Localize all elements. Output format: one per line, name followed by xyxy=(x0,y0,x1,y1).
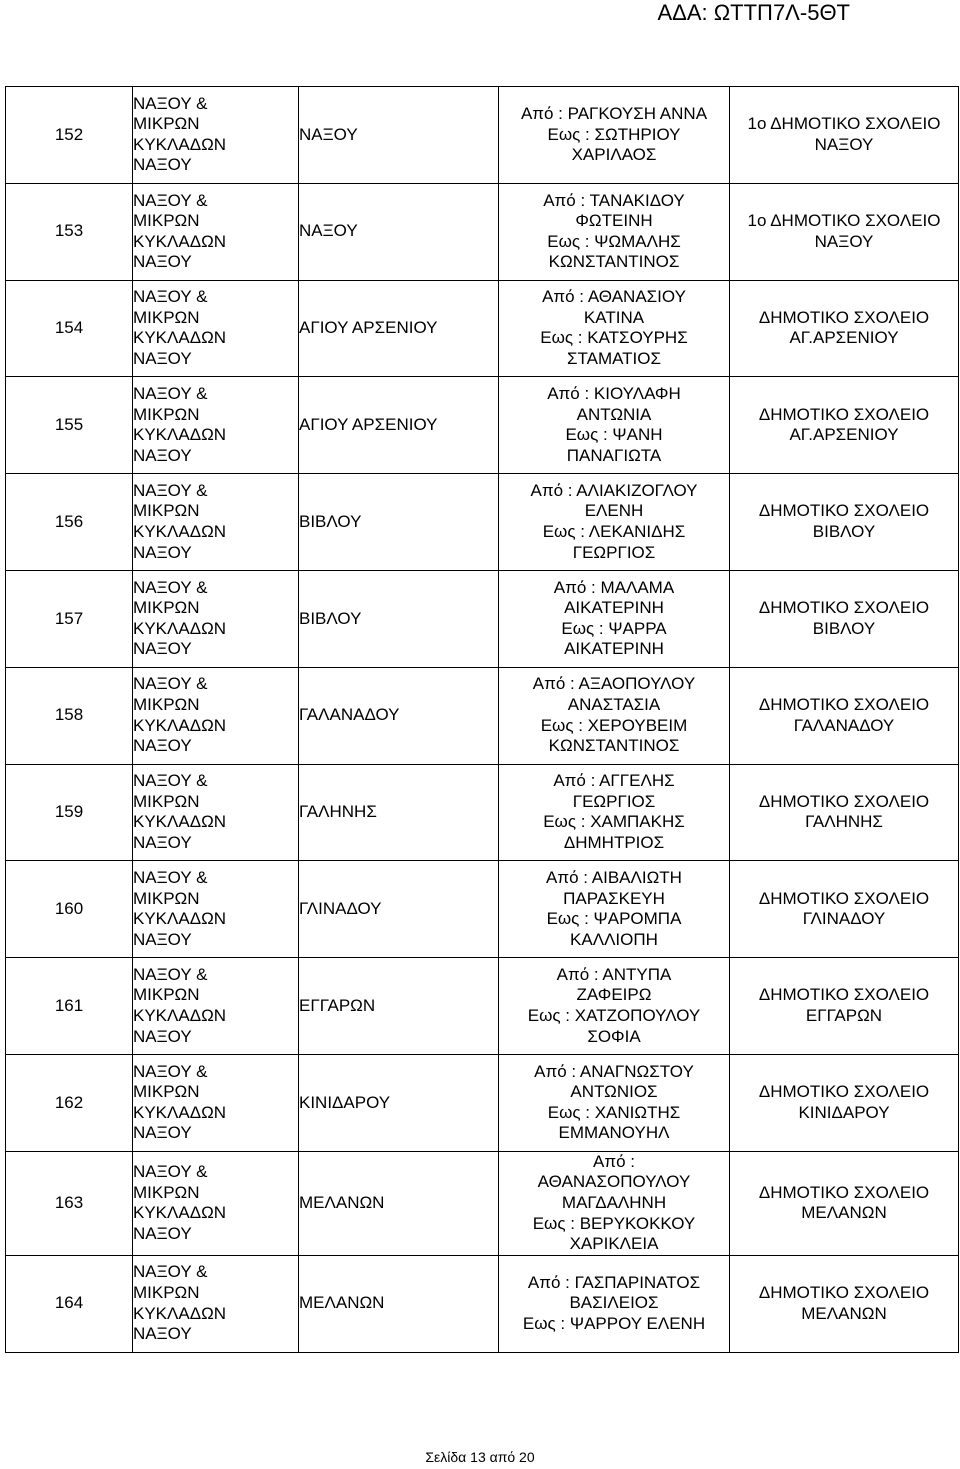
swap-line: Εως : ΨΑΡΟΜΠΑ xyxy=(546,909,682,929)
table-row xyxy=(6,861,959,958)
region-line: ΝΑΞΟΥ xyxy=(133,155,192,175)
place-cell: ΒΙΒΛΟΥ xyxy=(299,474,499,571)
region-cell xyxy=(133,377,299,474)
school-cell xyxy=(730,1151,959,1255)
row-number: 164 xyxy=(6,1255,133,1352)
region-line: ΝΑΞΟΥ xyxy=(133,639,192,659)
swap-line: ΒΑΣΙΛΕΙΟΣ xyxy=(569,1293,659,1313)
school-line: ΒΙΒΛΟΥ xyxy=(812,618,876,638)
table-row xyxy=(6,1054,959,1151)
region-cell xyxy=(133,667,299,764)
swap-cell xyxy=(499,764,730,861)
school-line: ΝΑΞΟΥ xyxy=(814,134,874,154)
school-line: ΝΑΞΟΥ xyxy=(814,231,874,251)
place-cell: ΑΓΙΟΥ ΑΡΣΕΝΙΟΥ xyxy=(299,280,499,377)
swap-line: ΜΑΓΔΑΛΗΝΗ xyxy=(561,1192,667,1212)
region-cell xyxy=(133,87,299,184)
swap-line: ΧΑΡΙΛΑΟΣ xyxy=(571,145,657,165)
region-line: ΜΙΚΡΩΝ xyxy=(133,1283,200,1303)
swap-line: ΖΑΦΕΙΡΩ xyxy=(576,985,652,1005)
school-line: ΔΗΜΟΤΙΚΟ ΣΧΟΛΕΙΟ xyxy=(758,598,930,618)
region-line: ΚΥΚΛΑΔΩΝ xyxy=(133,134,227,154)
row-number: 160 xyxy=(6,861,133,958)
region-line: ΝΑΞΟΥ xyxy=(133,1026,192,1046)
swap-line: Εως : ΣΩΤΗΡΙΟΥ xyxy=(547,124,681,144)
swap-line: ΑΙΚΑΤΕΡΙΝΗ xyxy=(564,598,664,618)
swap-line: Εως : ΛΕΚΑΝΙΔΗΣ xyxy=(542,522,686,542)
region-line: ΝΑΞΟΥ & xyxy=(133,771,208,791)
school-line: ΔΗΜΟΤΙΚΟ ΣΧΟΛΕΙΟ xyxy=(758,1182,930,1202)
swap-line: ΣΤΑΜΑΤΙΟΣ xyxy=(566,349,662,369)
school-line: ΕΓΓΑΡΩΝ xyxy=(805,1006,883,1026)
school-line: ΚΙΝΙΔΑΡΟΥ xyxy=(798,1102,890,1122)
row-number: 161 xyxy=(6,958,133,1055)
school-cell xyxy=(730,958,959,1055)
region-line: ΝΑΞΟΥ & xyxy=(133,1162,208,1182)
region-line: ΜΙΚΡΩΝ xyxy=(133,598,200,618)
swap-line: Από : ΓΑΣΠΑΡΙΝΑΤΟΣ xyxy=(527,1272,701,1292)
swap-cell xyxy=(499,1054,730,1151)
region-line: ΜΙΚΡΩΝ xyxy=(133,1182,200,1202)
swap-line: Από : ΑΓΓΕΛΗΣ xyxy=(553,771,675,791)
region-line: ΝΑΞΟΥ xyxy=(133,349,192,369)
swap-cell xyxy=(499,667,730,764)
row-number: 158 xyxy=(6,667,133,764)
swap-cell xyxy=(499,958,730,1055)
region-line: ΝΑΞΟΥ xyxy=(133,542,192,562)
school-line: ΜΕΛΑΝΩΝ xyxy=(801,1303,887,1323)
region-line: ΚΥΚΛΑΔΩΝ xyxy=(133,1006,227,1026)
school-line: ΑΓ.ΑΡΣΕΝΙΟΥ xyxy=(789,328,899,348)
region-cell xyxy=(133,958,299,1055)
swap-line: Εως : ΨΑΡΡΑ xyxy=(561,618,667,638)
swap-line: ΚΩΝΣΤΑΝΤΙΝΟΣ xyxy=(548,736,680,756)
region-line: ΝΑΞΟΥ & xyxy=(133,93,208,113)
table-row xyxy=(6,570,959,667)
region-cell xyxy=(133,183,299,280)
swap-line: Από : ΚΙΟΥΛΑΦΗ xyxy=(547,384,681,404)
swap-line: Εως : ΚΑΤΣΟΥΡΗΣ xyxy=(540,328,688,348)
region-line: ΜΙΚΡΩΝ xyxy=(133,114,200,134)
page-number: Σελίδα 13 από 20 xyxy=(425,1449,535,1465)
swap-line: Εως : ΧΑΤΖΟΠΟΥΛΟΥ xyxy=(527,1006,701,1026)
row-number: 163 xyxy=(6,1151,133,1255)
region-line: ΜΙΚΡΩΝ xyxy=(133,985,200,1005)
table-row xyxy=(6,958,959,1055)
transfer-table xyxy=(5,86,959,1353)
swap-line: Εως : ΨΑΝΗ xyxy=(565,425,663,445)
school-cell xyxy=(730,1255,959,1352)
swap-line: Από : ΑΛΙΑΚΙΖΟΓΛΟΥ xyxy=(530,480,698,500)
swap-line: ΓΕΩΡΓΙΟΣ xyxy=(572,791,656,811)
swap-line: ΓΕΩΡΓΙΟΣ xyxy=(572,542,656,562)
place-cell: ΓΛΙΝΑΔΟΥ xyxy=(299,861,499,958)
swap-line: ΣΟΦΙΑ xyxy=(587,1026,641,1046)
school-line: ΓΑΛΑΝΑΔΟΥ xyxy=(793,715,895,735)
swap-line: ΚΑΛΛΙΟΠΗ xyxy=(570,929,658,949)
swap-line: Από : ΑΙΒΑΛΙΩΤΗ xyxy=(546,868,682,888)
swap-cell xyxy=(499,570,730,667)
region-line: ΝΑΞΟΥ xyxy=(133,1324,192,1344)
table-row xyxy=(6,474,959,571)
school-cell xyxy=(730,377,959,474)
region-line: ΜΙΚΡΩΝ xyxy=(133,307,200,327)
swap-line: Από : ΜΑΛΑΜΑ xyxy=(553,577,675,597)
region-line: ΝΑΞΟΥ & xyxy=(133,964,208,984)
place-cell: ΒΙΒΛΟΥ xyxy=(299,570,499,667)
swap-line: ΑΝΤΩΝΙΑ xyxy=(576,404,652,424)
school-line: ΔΗΜΟΤΙΚΟ ΣΧΟΛΕΙΟ xyxy=(758,1283,930,1303)
swap-cell xyxy=(499,474,730,571)
school-cell xyxy=(730,87,959,184)
table-row xyxy=(6,1151,959,1255)
school-line: ΓΛΙΝΑΔΟΥ xyxy=(802,909,886,929)
school-line: ΑΓ.ΑΡΣΕΝΙΟΥ xyxy=(789,425,899,445)
region-cell xyxy=(133,1255,299,1352)
swap-line: ΠΑΡΑΣΚΕΥΗ xyxy=(563,888,665,908)
swap-line: Από : ΑΘΑΝΑΣΙΟΥ xyxy=(542,287,686,307)
table-row xyxy=(6,280,959,377)
school-line: 1ο ΔΗΜΟΤΙΚΟ ΣΧΟΛΕΙΟ xyxy=(747,114,941,134)
region-cell xyxy=(133,474,299,571)
table-row xyxy=(6,377,959,474)
swap-line: ΠΑΝΑΓΙΩΤΑ xyxy=(566,445,662,465)
row-number: 156 xyxy=(6,474,133,571)
swap-line: Εως : ΧΑΜΠΑΚΗΣ xyxy=(543,812,685,832)
region-line: ΚΥΚΛΑΔΩΝ xyxy=(133,909,227,929)
region-cell xyxy=(133,764,299,861)
region-line: ΚΥΚΛΑΔΩΝ xyxy=(133,1303,227,1323)
region-line: ΜΙΚΡΩΝ xyxy=(133,695,200,715)
school-cell xyxy=(730,474,959,571)
row-number: 157 xyxy=(6,570,133,667)
school-line: ΔΗΜΟΤΙΚΟ ΣΧΟΛΕΙΟ xyxy=(758,695,930,715)
region-cell xyxy=(133,861,299,958)
place-cell: ΓΑΛΗΝΗΣ xyxy=(299,764,499,861)
school-line: ΔΗΜΟΤΙΚΟ ΣΧΟΛΕΙΟ xyxy=(758,791,930,811)
region-line: ΝΑΞΟΥ & xyxy=(133,480,208,500)
region-line: ΝΑΞΟΥ & xyxy=(133,1262,208,1282)
region-line: ΝΑΞΟΥ xyxy=(133,252,192,272)
swap-line: ΑΝΑΣΤΑΣΙΑ xyxy=(567,695,661,715)
swap-line: Από : xyxy=(593,1151,635,1171)
region-line: ΚΥΚΛΑΔΩΝ xyxy=(133,715,227,735)
place-cell: ΜΕΛΑΝΩΝ xyxy=(299,1151,499,1255)
region-line: ΝΑΞΟΥ & xyxy=(133,287,208,307)
region-line: ΝΑΞΟΥ xyxy=(133,833,192,853)
swap-line: ΚΩΝΣΤΑΝΤΙΝΟΣ xyxy=(548,252,680,272)
school-cell xyxy=(730,280,959,377)
row-number: 155 xyxy=(6,377,133,474)
region-line: ΚΥΚΛΑΔΩΝ xyxy=(133,1203,227,1223)
school-cell xyxy=(730,764,959,861)
table-row xyxy=(6,667,959,764)
swap-cell xyxy=(499,1255,730,1352)
swap-cell xyxy=(499,377,730,474)
region-line: ΝΑΞΟΥ & xyxy=(133,1061,208,1081)
swap-line: Από : ΤΑΝΑΚΙΔΟΥ xyxy=(543,190,685,210)
region-line: ΜΙΚΡΩΝ xyxy=(133,211,200,231)
row-number: 162 xyxy=(6,1054,133,1151)
swap-cell xyxy=(499,280,730,377)
swap-line: Εως : ΒΕΡΥΚΟΚΚΟΥ xyxy=(532,1213,696,1233)
region-line: ΝΑΞΟΥ & xyxy=(133,384,208,404)
region-line: ΝΑΞΟΥ xyxy=(133,1223,192,1243)
school-cell xyxy=(730,861,959,958)
swap-line: Εως : ΧΑΝΙΩΤΗΣ xyxy=(547,1102,681,1122)
place-cell: ΑΓΙΟΥ ΑΡΣΕΝΙΟΥ xyxy=(299,377,499,474)
school-line: ΔΗΜΟΤΙΚΟ ΣΧΟΛΕΙΟ xyxy=(758,501,930,521)
swap-cell xyxy=(499,183,730,280)
place-cell: ΓΑΛΑΝΑΔΟΥ xyxy=(299,667,499,764)
region-line: ΜΙΚΡΩΝ xyxy=(133,791,200,811)
school-line: 1ο ΔΗΜΟΤΙΚΟ ΣΧΟΛΕΙΟ xyxy=(747,211,941,231)
region-line: ΚΥΚΛΑΔΩΝ xyxy=(133,1102,227,1122)
region-line: ΚΥΚΛΑΔΩΝ xyxy=(133,812,227,832)
region-line: ΝΑΞΟΥ xyxy=(133,929,192,949)
swap-line: ΚΑΤΙΝΑ xyxy=(583,307,645,327)
swap-line: ΧΑΡΙΚΛΕΙΑ xyxy=(569,1234,659,1254)
row-number: 153 xyxy=(6,183,133,280)
region-line: ΝΑΞΟΥ & xyxy=(133,868,208,888)
region-line: ΚΥΚΛΑΔΩΝ xyxy=(133,522,227,542)
region-line: ΝΑΞΟΥ xyxy=(133,1123,192,1143)
swap-line: ΔΗΜΗΤΡΙΟΣ xyxy=(563,833,665,853)
region-line: ΚΥΚΛΑΔΩΝ xyxy=(133,618,227,638)
region-line: ΝΑΞΟΥ & xyxy=(133,190,208,210)
school-cell xyxy=(730,1054,959,1151)
swap-line: Εως : ΨΩΜΑΛΗΣ xyxy=(547,231,681,251)
school-cell xyxy=(730,570,959,667)
swap-line: Εως : ΧΕΡΟΥΒΕΙΜ xyxy=(540,715,688,735)
swap-line: Από : ΡΑΓΚΟΥΣΗ ΑΝΝΑ xyxy=(520,104,708,123)
region-cell xyxy=(133,1054,299,1151)
place-cell: ΚΙΝΙΔΑΡΟΥ xyxy=(299,1054,499,1151)
ada-code: ΑΔΑ: ΩΤΤΠ7Λ-5ΘΤ xyxy=(657,0,850,25)
swap-line: ΦΩΤΕΙΝΗ xyxy=(575,211,653,231)
region-line: ΝΑΞΟΥ xyxy=(133,736,192,756)
school-cell xyxy=(730,667,959,764)
place-cell: ΝΑΞΟΥ xyxy=(299,87,499,184)
school-line: ΔΗΜΟΤΙΚΟ ΣΧΟΛΕΙΟ xyxy=(758,307,930,327)
region-line: ΜΙΚΡΩΝ xyxy=(133,888,200,908)
table-row xyxy=(6,764,959,861)
place-cell: ΕΓΓΑΡΩΝ xyxy=(299,958,499,1055)
swap-line: Από : ΑΞΑΟΠΟΥΛΟΥ xyxy=(532,674,696,694)
region-line: ΝΑΞΟΥ & xyxy=(133,674,208,694)
swap-cell xyxy=(499,1151,730,1255)
swap-line: Από : ΑΝΑΓΝΩΣΤΟΥ xyxy=(534,1061,694,1081)
swap-line: ΑΘΑΝΑΣΟΠΟΥΛΟΥ xyxy=(537,1172,691,1192)
region-line: ΚΥΚΛΑΔΩΝ xyxy=(133,231,227,251)
row-number: 159 xyxy=(6,764,133,861)
school-line: ΔΗΜΟΤΙΚΟ ΣΧΟΛΕΙΟ xyxy=(758,985,930,1005)
swap-line: ΑΙΚΑΤΕΡΙΝΗ xyxy=(564,639,664,659)
table-row xyxy=(6,87,959,184)
region-line: ΚΥΚΛΑΔΩΝ xyxy=(133,425,227,445)
place-cell: ΜΕΛΑΝΩΝ xyxy=(299,1255,499,1352)
school-line: ΒΙΒΛΟΥ xyxy=(812,522,876,542)
region-line: ΜΙΚΡΩΝ xyxy=(133,1082,200,1102)
table-row xyxy=(6,1255,959,1352)
school-line: ΔΗΜΟΤΙΚΟ ΣΧΟΛΕΙΟ xyxy=(758,1082,930,1102)
region-cell xyxy=(133,1151,299,1255)
swap-cell xyxy=(499,861,730,958)
region-line: ΜΙΚΡΩΝ xyxy=(133,501,200,521)
school-line: ΔΗΜΟΤΙΚΟ ΣΧΟΛΕΙΟ xyxy=(758,404,930,424)
school-line: ΔΗΜΟΤΙΚΟ ΣΧΟΛΕΙΟ xyxy=(758,888,930,908)
region-line: ΚΥΚΛΑΔΩΝ xyxy=(133,328,227,348)
table-body xyxy=(6,87,959,1353)
swap-cell xyxy=(499,87,730,184)
school-cell xyxy=(730,183,959,280)
school-line: ΜΕΛΑΝΩΝ xyxy=(801,1203,887,1223)
row-number: 154 xyxy=(6,280,133,377)
swap-line: ΕΛΕΝΗ xyxy=(584,501,644,521)
table-row xyxy=(6,183,959,280)
swap-line: ΕΜΜΑΝΟΥΗΛ xyxy=(558,1123,670,1143)
row-number: 152 xyxy=(6,87,133,184)
region-line: ΝΑΞΟΥ & xyxy=(133,577,208,597)
region-cell xyxy=(133,280,299,377)
region-line: ΝΑΞΟΥ xyxy=(133,445,192,465)
swap-line: Από : ΑΝΤΥΠΑ xyxy=(556,964,672,984)
swap-line: Εως : ΨΑΡΡΟΥ ΕΛΕΝΗ xyxy=(522,1313,706,1333)
region-line: ΜΙΚΡΩΝ xyxy=(133,404,200,424)
swap-line: ΑΝΤΩΝΙΟΣ xyxy=(570,1082,658,1102)
place-cell: ΝΑΞΟΥ xyxy=(299,183,499,280)
school-line: ΓΑΛΗΝΗΣ xyxy=(805,812,883,832)
region-cell xyxy=(133,570,299,667)
